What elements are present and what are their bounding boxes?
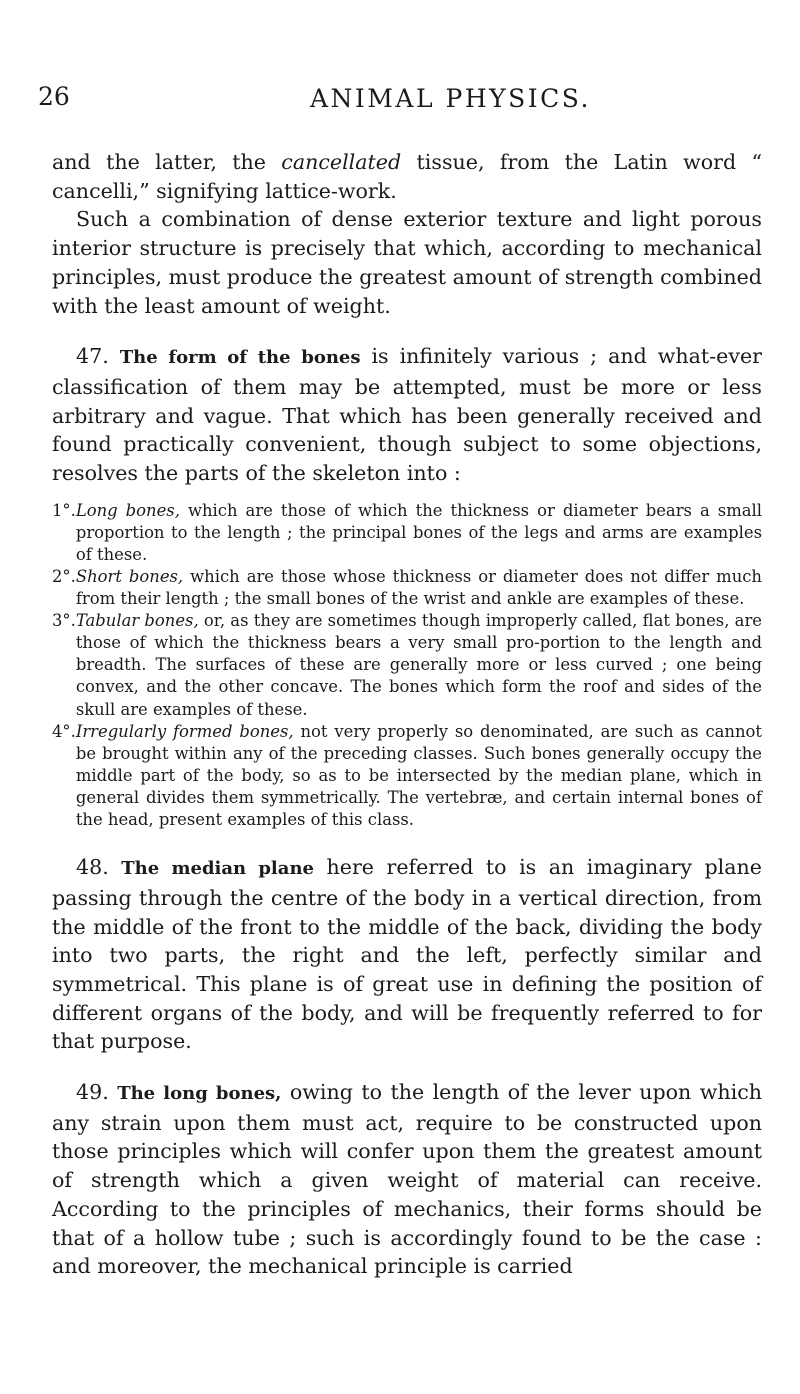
- section-lead: The median plane: [121, 858, 314, 880]
- list-marker: 1°.: [52, 500, 76, 520]
- list-item: 4°. Irregularly formed bones, not very properly so denominated, are such as cannot be brought within any of the preceding classes. Such bones generally occupy the middle part of the body, so as to be intersected by the median plane, which in general divides them symmetrically. The vertebræ, and certain internal bones of the head, present examples of this class.: [52, 721, 762, 831]
- list-item: 3°. Tabular bones, or, as they are sometimes though improperly called, flat bones, are those of which the thickness bears a very small pro-portion to the length and breadth. The surfaces of these are generally more or less curved ; one being convex, and the other concave. The bones which form the roof and sides of the skull are examples of these.: [52, 610, 762, 720]
- list-marker: 3°.: [52, 611, 76, 631]
- running-header: ANIMAL PHYSICS.: [310, 84, 591, 113]
- section-number: 47.: [76, 344, 109, 369]
- list-item: 1°. Long bones, which are those of which the thickness or diameter bears a small proportion to the length ; the principal bones of the legs and arms are examples of these.: [52, 500, 762, 566]
- section-number: 48.: [76, 855, 109, 880]
- list-marker: 4°.: [52, 721, 76, 741]
- list-term: Irregularly formed bones,: [75, 721, 294, 741]
- page-number: 26: [38, 82, 70, 111]
- term-cancellated: cancellated: [281, 150, 402, 174]
- bone-classification-list: [52, 500, 762, 831]
- section-47: 47. The form of the bones is infinitely various ; and what-ever classification of them may be attempted, must be more or less arbitrary and vague. That which has been generally received and found practically convenient, though subject to some objections, resolves the parts of the skeleton into :: [52, 344, 763, 486]
- list-marker: 2°.: [52, 567, 76, 587]
- section-48: 48. The median plane here referred to is an imaginary plane passing through the centre of the body in a vertical direction, from the middle of the front to the middle of the back, dividing the body into two parts, the right and the left, perfectly similar and symmetrical. This plane is of great use in defining the position of different organs of the body, and will be frequently referred to for that purpose.: [52, 855, 762, 1054]
- section-number: 49.: [76, 1080, 109, 1105]
- paragraph-cancellated: and the latter, the cancellated tissue, from the Latin word “ cancelli,” signifying lattice-work.: [52, 150, 763, 203]
- section-49: 49. The long bones, owing to the length of the lever upon which any strain upon them must act, require to be constructed upon those principles which will confer upon them the greatest amount of strength which a given weight of material can receive. According to the principles of mechanics, their forms should be that of a hollow tube ; such is accordingly found to be the case : and moreover, the mechanical principle is carried: [52, 1080, 763, 1279]
- list-item: 2°. Short bones, which are those whose thickness or diameter does not differ much from their length ; the small bones of the wrist and ankle are examples of these.: [52, 566, 762, 610]
- list-term: Short bones,: [75, 567, 184, 587]
- list-term: Long bones,: [75, 500, 180, 520]
- list-term: Tabular bones,: [75, 611, 199, 631]
- paragraph-structure: Such a combination of dense exterior texture and light porous interior structure is precisely that which, according to mechanical principles, must produce the greatest amount of strength combined with the least amount of weight.: [52, 207, 762, 318]
- section-lead: The long bones,: [117, 1083, 282, 1105]
- page-body: [52, 148, 762, 1281]
- section-lead: The form of the bones: [119, 347, 361, 369]
